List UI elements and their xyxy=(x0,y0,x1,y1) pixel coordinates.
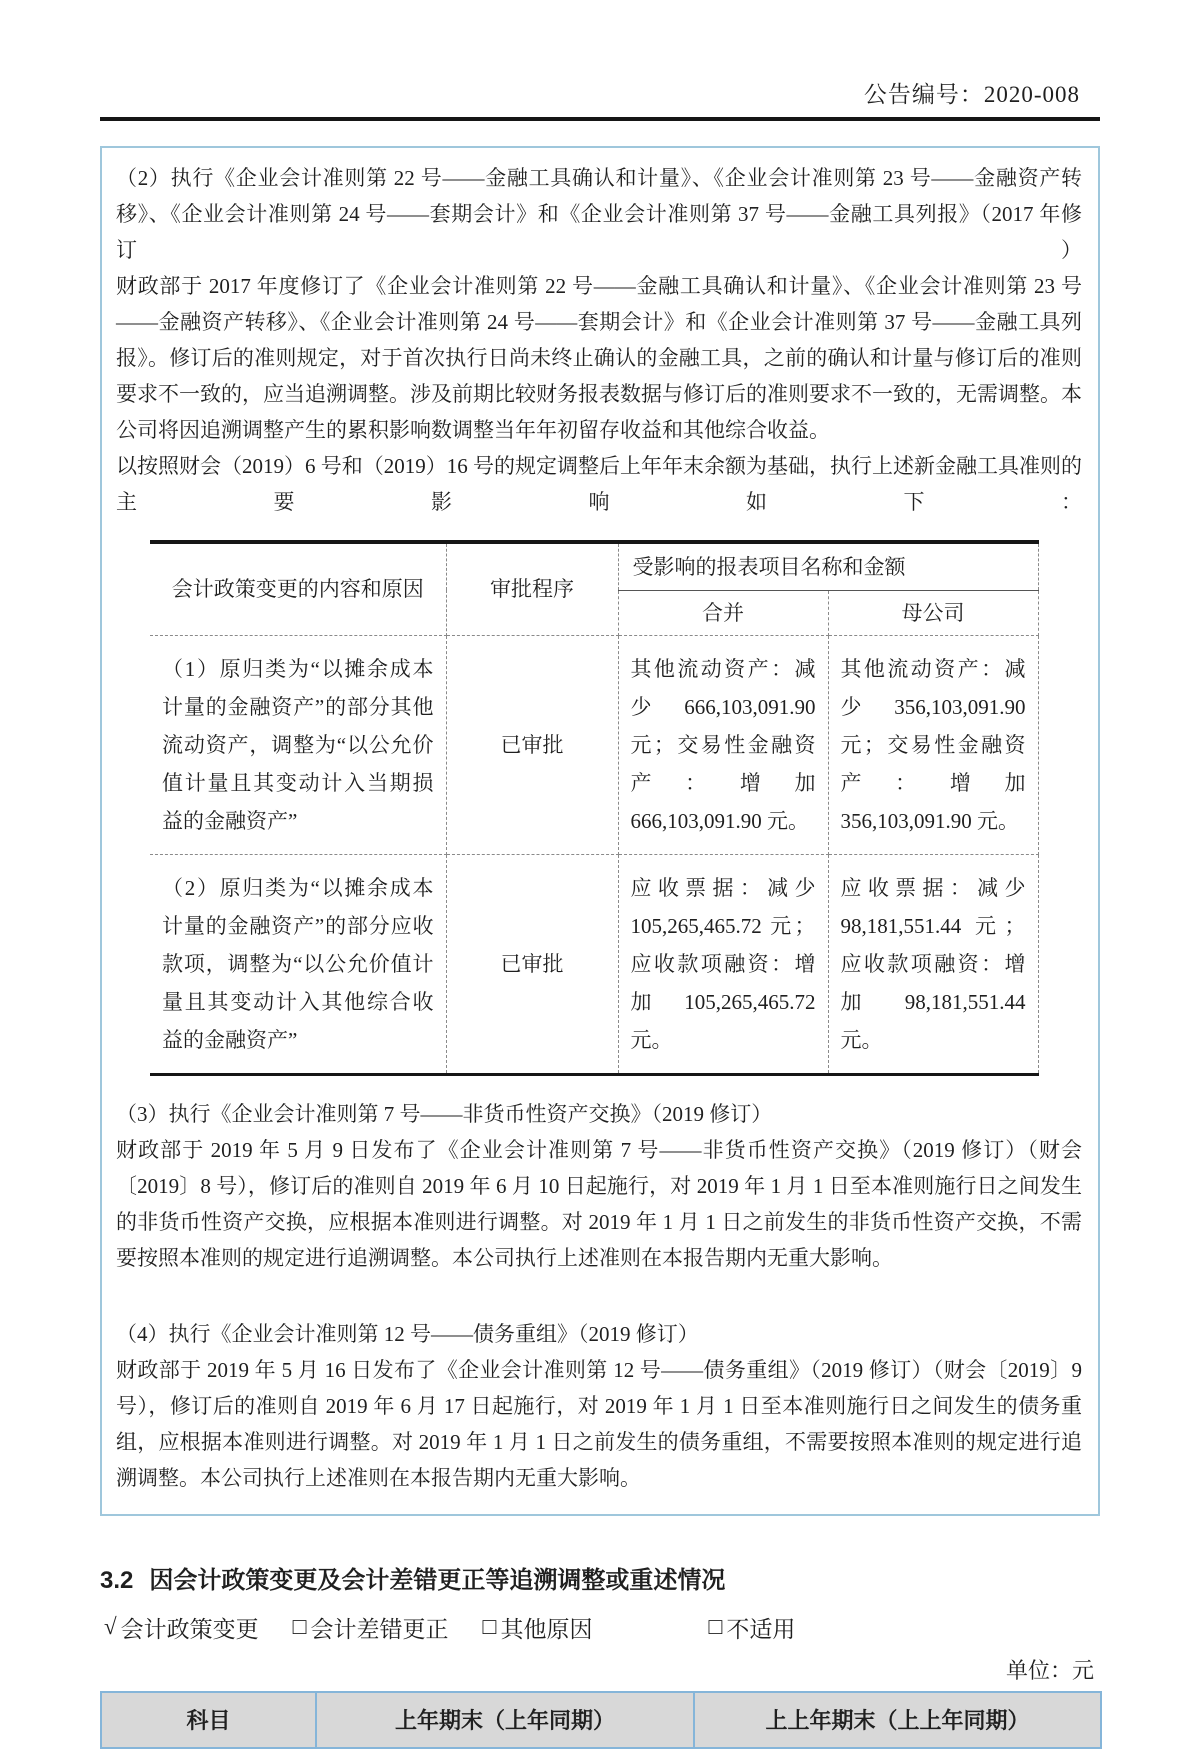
policy-table-header-row xyxy=(150,542,1038,590)
row1-approval-cell: 已审批 xyxy=(446,635,618,854)
checkbox-icon: □ xyxy=(708,1614,723,1639)
row1-consolidated-cell: 其他流动资产：减少 666,103,091.90 元；交易性金融资产：增加 666,103,091.90 元。 xyxy=(618,635,828,854)
table-row xyxy=(150,854,1038,1074)
row2-parent-cell: 应收票据：减少 98,181,551.44 元；应收款项融资：增加 98,181,551.44 元。 xyxy=(828,854,1038,1074)
checkbox-icon: □ xyxy=(482,1614,497,1639)
document-page xyxy=(100,0,1100,1749)
row2-approval-cell: 已审批 xyxy=(446,854,618,1074)
change-type-options xyxy=(100,1611,1100,1644)
column-header-prior-prior-year-end: 上上年期末（上上年同期） xyxy=(694,1692,1101,1748)
option-not-applicable xyxy=(708,1611,795,1644)
paragraph-standard-12-body: 财政部于 2019 年 5 月 16 日发布了《企业会计准则第 12 号——债务重组》（2019 修订）（财会〔2019〕9 号），修订后的准则自 2019 年 6 月 17 日起施行，对 2019 年 1 月 1 日至本准则施行日之间发生的债务重组，应根据本准则进行调整。对 2019 年 1 月 1 日之前发生的债务重组，不需要按照本准则的规定进行追溯调整。本公司执行上述准则在本报告期内无重大影响。 xyxy=(116,1357,1082,1490)
section-number: 3.2 xyxy=(100,1566,134,1594)
column-header-consolidated: 合并 xyxy=(618,590,828,635)
row2-consolidated-cell: 应收票据：减少 105,265,465.72 元；应收款项融资：增加 105,265,465.72 元。 xyxy=(618,854,828,1074)
option-label: 会计政策变更 xyxy=(120,1616,259,1642)
accounting-policy-box xyxy=(100,146,1100,1516)
header-rule xyxy=(100,117,1100,121)
row1-parent-cell: 其他流动资产：减少 356,103,091.90 元；交易性金融资产：增加 356,103,091.90 元。 xyxy=(828,635,1038,854)
section-3-2-heading xyxy=(100,1560,1100,1595)
section-title: 因会计政策变更及会计差错更正等追溯调整或重述情况 xyxy=(149,1566,726,1594)
unit-label: 单位：元 xyxy=(1005,1657,1094,1683)
table-row xyxy=(150,635,1038,854)
paragraph-standard-7-title: （3）执行《企业会计准则第 7 号——非货币性资产交换》（2019 修订） xyxy=(116,1101,773,1126)
checkmark-icon: √ xyxy=(104,1614,117,1639)
paragraph-standard-22-body: 财政部于 2017 年度修订了《企业会计准则第 22 号——金融工具确认和计量》、《企业会计准则第 23 号——金融资产转移》、《企业会计准则第 24 号——套期会计》和《企业会计准则第 37 号——金融工具列报》。修订后的准则规定，对于首次执行日尚未终止确认的金融工具，之前的确认和计量与修订后的准则要求不一致的，应当追溯调整。涉及前期比较财务报表数据与修订后的准则要求不一致的，无需调整。本公司将因追溯调整产生的累积影响数调整当年年初留存收益和其他综合收益。 xyxy=(116,274,1082,442)
policy-change-table xyxy=(150,540,1039,1076)
column-header-subject: 科目 xyxy=(101,1692,316,1748)
option-label: 不适用 xyxy=(726,1616,796,1642)
option-accounting-error-correction xyxy=(293,1611,449,1644)
option-label: 其他原因 xyxy=(500,1616,593,1642)
checkbox-icon: □ xyxy=(292,1614,307,1639)
restatement-table xyxy=(100,1691,1102,1749)
option-other-reason xyxy=(483,1611,593,1644)
column-header-approval: 审批程序 xyxy=(446,542,618,635)
restatement-table-header-row xyxy=(101,1692,1101,1748)
paragraph-standard-7-body: 财政部于 2019 年 5 月 9 日发布了《企业会计准则第 7 号——非货币性资产交换》（2019 修订）（财会〔2019〕8 号），修订后的准则自 2019 年 6 月 10 日起施行，对 2019 年 1 月 1 日至本准则施行日之间发生的非货币性资产交换，应根据本准则进行调整。对 2019 年 1 月 1 日之前发生的非货币性资产交换，不需要按照本准则的规定进行追溯调整。本公司执行上述准则在本报告期内无重大影响。 xyxy=(116,1137,1082,1270)
paragraph-standard-22-title: （2）执行《企业会计准则第 22 号——金融工具确认和计量》、《企业会计准则第 23 号——金融资产转移》、《企业会计准则第 24 号——套期会计》和《企业会计准则第 37 号——金融工具列报》（2017 年修订） xyxy=(116,166,1082,262)
option-accounting-policy-change xyxy=(104,1611,259,1644)
column-header-parent: 母公司 xyxy=(828,590,1038,635)
policy-change-table-wrap xyxy=(150,540,1082,1076)
row2-content-cell: （2）原归类为“以摊余成本计量的金融资产”的部分应收款项，调整为“以公允价值计量且其变动计入其他综合收益的金融资产” xyxy=(150,854,446,1074)
paragraph-standard-12-title: （4）执行《企业会计准则第 12 号——债务重组》（2019 修订） xyxy=(116,1321,699,1346)
paragraph-adjust-basis: 以按照财会（2019）6 号和（2019）16 号的规定调整后上年年末余额为基础，执行上述新金融工具准则的主要影响如下： xyxy=(116,454,1082,514)
column-header-prior-year-end: 上年期末（上年同期） xyxy=(316,1692,694,1748)
column-header-content: 会计政策变更的内容和原因 xyxy=(150,542,446,635)
option-label: 会计差错更正 xyxy=(310,1616,449,1642)
notice-number: 公告编号：2020-008 xyxy=(863,82,1080,107)
column-header-affected: 受影响的报表项目名称和金额 xyxy=(618,542,1038,590)
row1-content-cell: （1）原归类为“以摊余成本计量的金融资产”的部分其他流动资产，调整为“以公允价值计量且其变动计入当期损益的金融资产” xyxy=(150,635,446,854)
